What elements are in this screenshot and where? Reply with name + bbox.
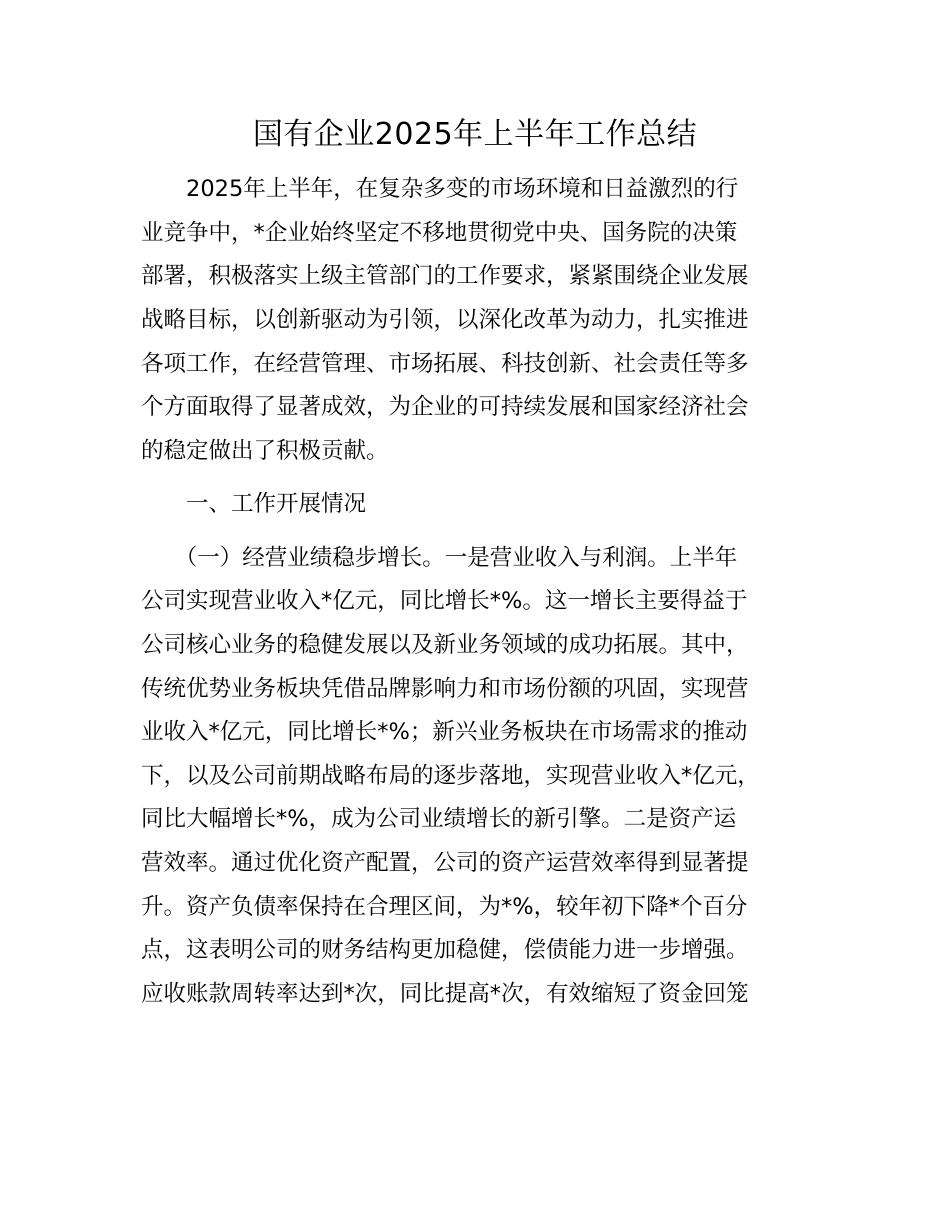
text-line: 应收账款周转率达到*次，同比提高*次，有效缩短了资金回笼	[141, 981, 749, 1007]
text-line: 公司实现营业收入*亿元，同比增长*%。这一增长主要得益于	[141, 588, 748, 614]
text-line: 公司核心业务的稳健发展以及新业务领域的成功拓展。其中，	[141, 632, 749, 658]
text-line: （一）经营业绩稳步增长。一是营业收入与利润。上半年	[141, 545, 738, 571]
text-line: 营效率。通过优化资产配置，公司的资产运营效率得到显著提	[141, 850, 749, 876]
section-heading: 一、工作开展情况	[141, 491, 367, 517]
text-line: 各项工作，在经营管理、市场拓展、科技创新、社会责任等多	[141, 351, 749, 377]
text-line: 战略目标，以创新驱动为引领，以深化改革为动力，扎实推进	[141, 307, 749, 333]
text-line: 的稳定做出了积极贡献。	[141, 438, 389, 464]
text-line: 点，这表明公司的财务结构更加稳健，偿债能力进一步增强。	[141, 937, 749, 963]
text-line: 业收入*亿元，同比增长*%；新兴业务板块在市场需求的推动	[141, 719, 748, 745]
text-line: 部署，积极落实上级主管部门的工作要求，紧紧围绕企业发展	[141, 263, 749, 289]
text-line: 2025年上半年，在复杂多变的市场环境和日益激烈的行	[141, 176, 739, 202]
text-line: 业竞争中，*企业始终坚定不移地贯彻党中央、国务院的决策	[141, 220, 738, 246]
text-line: 同比大幅增长*%，成为公司业绩增长的新引擎。二是资产运	[141, 806, 737, 832]
text-line: 传统优势业务板块凭借品牌影响力和市场份额的巩固，实现营	[141, 676, 749, 702]
text-line: 升。资产负债率保持在合理区间，为*%，较年初下降*个百分	[141, 894, 748, 920]
text-line: 下，以及公司前期战略布局的逐步落地，实现营业收入*亿元，	[141, 763, 760, 789]
text-line: 个方面取得了显著成效，为企业的可持续发展和国家经济社会	[141, 394, 749, 420]
document-title: 国有企业2025年上半年工作总结	[252, 117, 698, 152]
